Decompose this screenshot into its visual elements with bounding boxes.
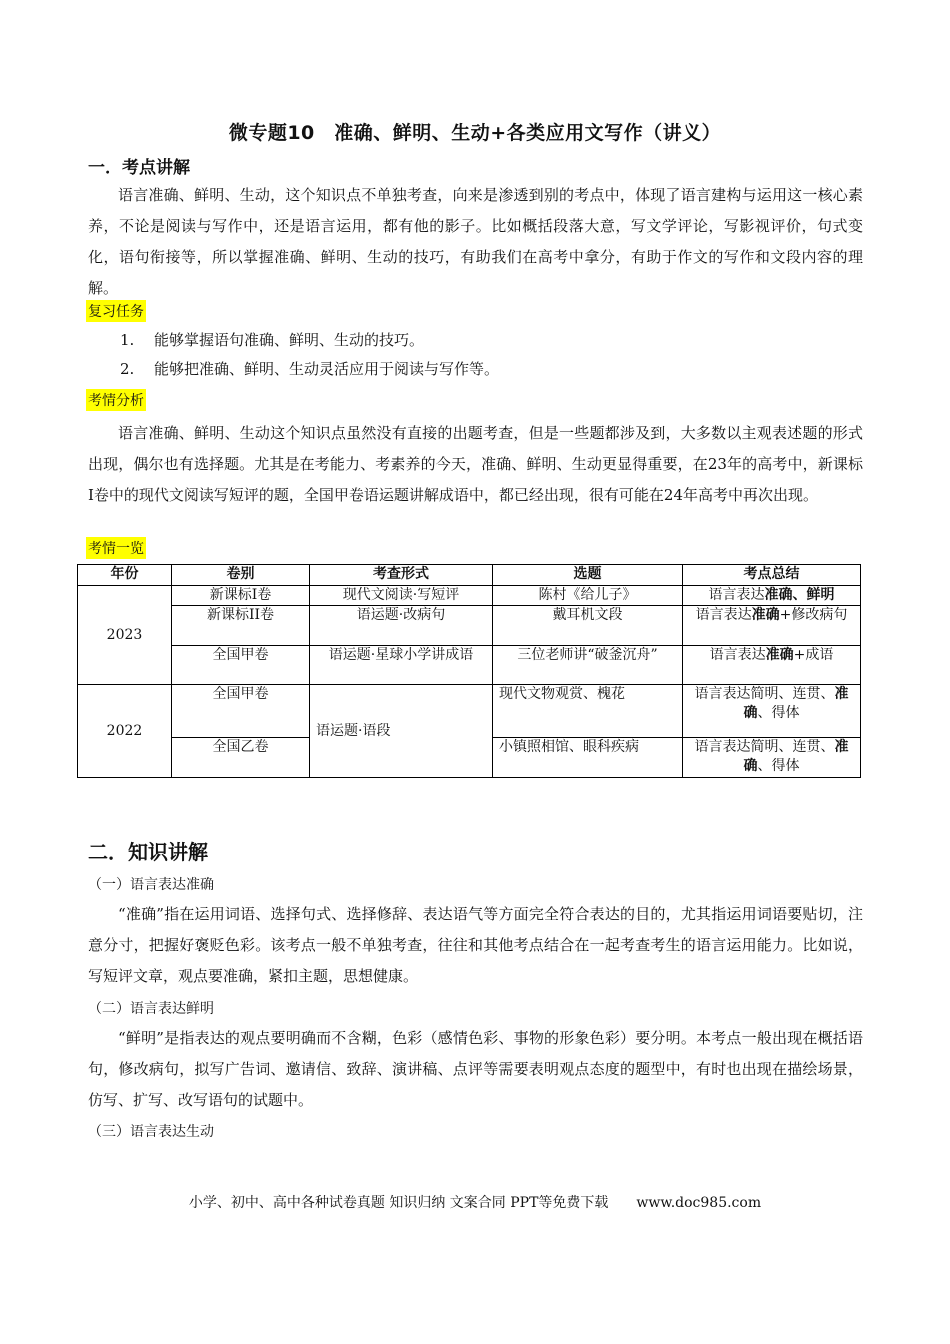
- header-summary: 考点总结: [683, 565, 861, 586]
- topic-cell: 三位老师讲“破釜沉舟”: [493, 646, 683, 685]
- topic-cell: 现代文物观赏、槐花: [493, 685, 683, 738]
- paper-cell: 全国甲卷: [172, 685, 310, 738]
- section-heading-exam-points: 一．考点讲解: [88, 158, 190, 178]
- header-year: 年份: [78, 565, 172, 586]
- header-paper: 卷别: [172, 565, 310, 586]
- header-form: 考查形式: [310, 565, 493, 586]
- analysis-paragraph: 语言准确、鲜明、生动这个知识点虽然没有直接的出题考查，但是一些题都涉及到，大多数以主观表述题的形式出现，偶尔也有选择题。尤其是在考能力、考素养的今天，准确、鲜明、生动更显得重要，在23年的高考中，新课标Ⅰ卷中的现代文阅读写短评的题，全国甲卷语运题讲解成语中，都已经出现，很有可能在24年高考中再次出现。: [88, 424, 863, 504]
- task-item-1: [120, 329, 424, 350]
- form-cell: 语运题·语段: [310, 685, 493, 778]
- paper-cell: 全国甲卷: [172, 646, 310, 685]
- task-number: 2.: [120, 360, 135, 378]
- topic-cell: 陈村《给儿子》: [493, 586, 683, 606]
- task-text: 能够掌握语句准确、鲜明、生动的技巧。: [154, 331, 425, 349]
- task-number: 1.: [120, 331, 135, 349]
- summary-cell: 语言表达简明、连贯、准确、得体: [683, 738, 861, 778]
- form-cell: 语运题·改病句: [310, 606, 493, 646]
- table-header-row: [78, 565, 861, 586]
- task-text: 能够把准确、鲜明、生动灵活应用于阅读与写作等。: [154, 360, 500, 378]
- analysis-tag: 考情分析: [86, 389, 146, 411]
- topic-cell: 戴耳机文段: [493, 606, 683, 646]
- intro-paragraph: 语言准确、鲜明、生动，这个知识点不单独考查，向来是渗透到别的考点中，体现了语言建构与运用这一核心素养，不论是阅读与写作中，还是语言运用，都有他的影子。比如概括段落大意，写文学评论，写影视评价，句式变化，语句衔接等，所以掌握准确、鲜明、生动的技巧，有助我们在高考中拿分，有助于作文的写作和文段内容的理解。: [88, 186, 863, 297]
- subheading-vivid-clear: （二）语言表达鲜明: [88, 1001, 214, 1017]
- year-cell-2022: 2022: [78, 685, 172, 778]
- task-item-2: [120, 358, 499, 379]
- year-cell-2023: 2023: [78, 586, 172, 685]
- clear-paragraph: “鲜明”是指表达的观点要明确而不含糊，色彩（感情色彩、事物的形象色彩）要分明。本考点一般出现在概括语句，修改病句，拟写广告词、邀请信、致辞、演讲稿、点评等需要表明观点态度的题型中，有时也出现在描绘场景，仿写、扩写、改写语句的试题中。: [88, 1029, 863, 1109]
- page-footer: 小学、初中、高中各种试卷真题 知识归纳 文案合同 PPT等免费下载 www.doc985.com: [188, 1195, 762, 1211]
- summary-cell: 语言表达准确+成语: [683, 646, 861, 685]
- paper-cell: 新课标II卷: [172, 606, 310, 646]
- page-title: 微专题10 准确、鲜明、生动+各类应用文写作（讲义）: [228, 122, 722, 144]
- exam-overview-table: [77, 564, 861, 778]
- table-row: [78, 586, 861, 606]
- subheading-lively: （三）语言表达生动: [88, 1124, 214, 1140]
- accurate-paragraph: “准确”指在运用词语、选择句式、选择修辞、表达语气等方面完全符合表达的目的，尤其指运用词语要贴切，注意分寸，把握好褒贬色彩。该考点一般不单独考查，往往和其他考点结合在一起考查考生的语言运用能力。比如说，写短评文章，观点要准确，紧扣主题，思想健康。: [88, 905, 863, 985]
- table-row: [78, 646, 861, 685]
- summary-cell: 语言表达准确+修改病句: [683, 606, 861, 646]
- section-heading-knowledge: 二．知识讲解: [88, 840, 208, 864]
- header-topic: 选题: [493, 565, 683, 586]
- paper-cell: 新课标Ⅰ卷: [172, 586, 310, 606]
- form-cell: 语运题·星球小学讲成语: [310, 646, 493, 685]
- review-task-tag: 复习任务: [86, 300, 146, 322]
- table-row: [78, 685, 861, 738]
- topic-cell: 小镇照相馆、眼科疾病: [493, 738, 683, 778]
- table-row: [78, 606, 861, 646]
- subheading-accurate: （一）语言表达准确: [88, 877, 214, 893]
- form-cell: 现代文阅读·写短评: [310, 586, 493, 606]
- summary-cell: 语言表达简明、连贯、准确、得体: [683, 685, 861, 738]
- summary-cell: 语言表达准确、鲜明: [683, 586, 861, 606]
- paper-cell: 全国乙卷: [172, 738, 310, 778]
- overview-tag: 考情一览: [86, 537, 146, 559]
